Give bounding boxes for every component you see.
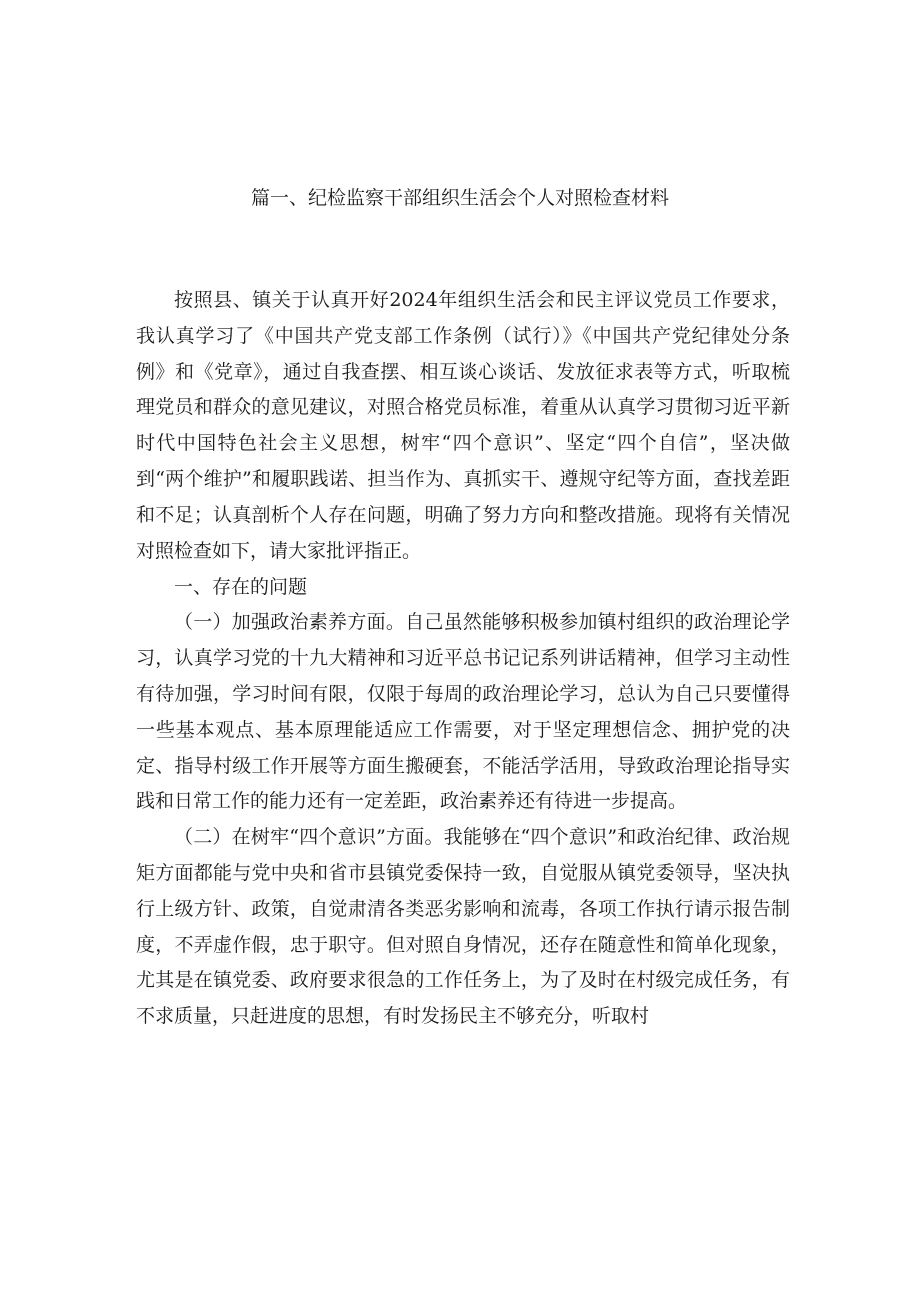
section-heading: 一、存在的问题 xyxy=(174,576,308,599)
section-paragraph-2: （二）在树牢“四个意识”方面。我能够在“四个意识”和政治纪律、政治规矩方面都能与党中央和省市县镇党委保持一致，自觉服从镇党委领导，坚决执行上级方针、政策，自觉肃清各类恶劣影响和流毒，各项工作执行请示报告制度，不弄虚作假，忠于职守。但对照自身情况，还存在随意性和简单化现象，尤其是在镇党委、政府要求很急的工作任务上，为了及时在村级完成任务，有不求质量，只赶进度的思想，有时发扬民主不够充分，听取村 xyxy=(136,826,790,1028)
document-body xyxy=(136,283,790,1035)
intro-paragraph: 按照县、镇关于认真开好2024年组织生活会和民主评议党员工作要求，我认真学习了《中国共产党支部工作条例（试行）》《中国共产党纪律处分条例》和《党章》，通过自我查摆、相互谈心谈话、发放征求表等方式，听取梳理党员和群众的意见建议，对照合格党员标准，着重从认真学习贯彻习近平新时代中国特色社会主义思想，树牢“四个意识”、坚定“四个自信”，坚决做到“两个维护”和履职践诺、担当作为、真抓实干、遵规守纪等方面，查找差距和不足；认真剖析个人存在问题，明确了努力方向和整改措施。现将有关情况对照检查如下，请大家批评指正。 xyxy=(136,289,790,562)
document-title: 篇一、纪检监察干部组织生活会个人对照检查材料 xyxy=(250,187,669,209)
section-paragraph-1: （一）加强政治素养方面。自己虽然能够积极参加镇村组织的政治理论学习，认真学习党的十九大精神和习近平总书记记系列讲话精神，但学习主动性有待加强，学习时间有限，仅限于每周的政治理论学习，总认为自己只要懂得一些基本观点、基本原理能适应工作需要，对于坚定理想信念、拥护党的决定、指导村级工作开展等方面生搬硬套，不能活学活用，导致政治理论指导实践和日常工作的能力还有一定差距，政治素养还有待进一步提高。 xyxy=(136,611,790,813)
